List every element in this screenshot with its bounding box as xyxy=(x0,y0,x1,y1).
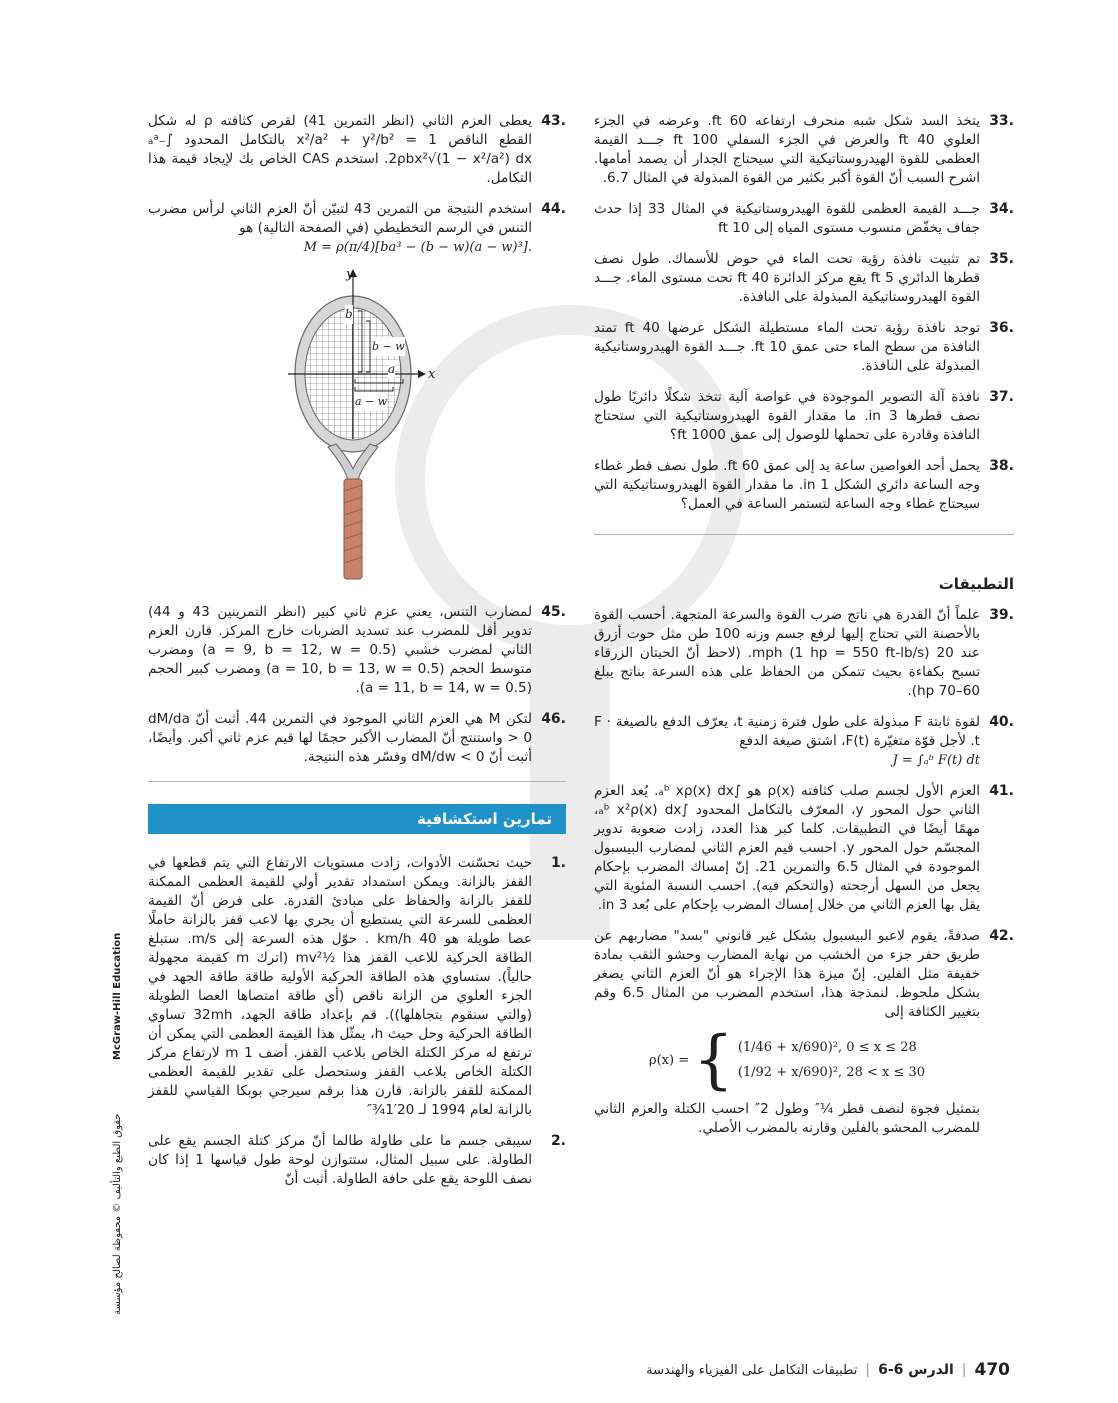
rho-label: ρ(x) = xyxy=(648,1052,690,1068)
exercise-text: حيث تحسّنت الأدوات، زادت مستويات الارتفاع التي يتم قطعها في القفز بالزانة. ويمكن استمداد تقدير أولي للقيمة العظمى الممكنة للقفز بالزانة والحفاظ على مبادئ القدرة. على فرض أنّ القيمة العظمى للسرعة التي يستطيع أن يجري بها لاعب قفز بالزانة حاملًا عصا طويلة هو 40 km/h . حوّل هذه السرعة إلى m/s. ستبلغ الطاقة الحركية للاعب القفز هذا ½mv² (اترك m كقيمة مجهولة حالياً). ستساوي هذه الطاقة الحركية الأولية طاقة طاقة الجهد في الجزء العلوي من الزانة ناقص (أي طاقة امتصاها العصا الطويلة (والتي سنقوم بتجاهلها)). قم بإعداد طاقة الجهد، 32mh تساوي الطاقة الحركية وحل حيث h، يمثّل هذا القيمة العظمى التي يمكن أن ترتفع له مركز الكتلة الخاص بلاعب القفز. أضف 1 m لارتفاع مركز الكتلة الخاص بلاعب القفز وستحصل على تقدير للقيمة العظمى الممكنة للقفز بالزانة. قارن هذا برقم سيرجي بوبكا القياسي للقفز بالزانة لعام 1994 لـ 20′1¾″ xyxy=(148,855,533,1118)
b-label: b xyxy=(345,305,353,324)
exercise-text: يعطى العزم الثاني (انظر التمرين 41) لقرص كثافته ρ له شكل القطع الناقص x²/a² + y²/b² = 1 بالتكامل المحدود ∫₋ₐᵃ 2ρbx²√(1 − x²/a²) dx. استخدم CAS الخاص بك لإيجاد قيمة هذا التكامل. xyxy=(148,113,533,186)
exercise-number: 36. xyxy=(989,320,1014,336)
exercise-43 xyxy=(148,112,566,188)
exercise-number: 41. xyxy=(989,783,1014,799)
exercise-41 xyxy=(594,782,1014,915)
page-footer xyxy=(646,1360,1010,1380)
publisher-name: McGraw-Hill Education xyxy=(112,932,123,1060)
section-title-applications: التطبيقات xyxy=(938,575,1014,593)
brace-symbol: { xyxy=(693,1023,734,1097)
impulse-formula: J = ∫ₐᵇ F(t) dt xyxy=(892,753,980,768)
y-axis-label: y xyxy=(346,267,354,282)
exercise-42 xyxy=(594,927,1014,1138)
exploratory-exercises-banner: تمارين استكشافية xyxy=(148,804,566,834)
exercise-text: علماً أنّ القدرة هي ناتج ضرب القوة والسرعة المتجهة. أحسب القوة بالأحصنة التي تحتاج إليها لرفع جسم وزنه 100 طن مثل حوت أزرق عند 20 mph (1 hp = 550 ft-lb/s). (لاحظ أنّ الحيتان الزرقاء تسبح بكفاءة بحيث تتمكن من الحفاظ على هذه السرعة بناتج يبلغ 60–70 hp). xyxy=(594,607,980,699)
a-minus-w-label: a − w xyxy=(355,392,387,411)
exercise-item xyxy=(594,200,1014,238)
exercise-text: لتكن M هي العزم الثاني الموجود في التمرين 44. أثبت أنّ dM/da > 0 واستنتج أنّ المضارب الأكبر حجمًا لها قيم عزم ثاني أكبر. وأيضًا، أثبت أنّ dM/dw < 0 وفسّر هذه النتيجة. xyxy=(148,711,532,765)
copyright-text: حقوق الطبع والتأليف © محفوظة لصالح مؤسسة xyxy=(112,1113,123,1315)
exercise-text: استخدم النتيجة من التمرين 43 لتبيّن أنّ العزم الثاني لرأس مضرب التنس في الرسم التخطيطي (في الصفحة التالية) هو xyxy=(148,201,532,236)
exercise-text-continued: بتمثيل فجوة لنصف قطر ¼″ وطول 2″ احسب الكتلة والعزم الثاني للمضرب المحشو بالفلين وقارنه بالمضرب الأصلي. xyxy=(594,1101,980,1136)
a-label: a xyxy=(388,360,395,379)
left-column xyxy=(148,112,566,1201)
exercise-number: 42. xyxy=(989,928,1014,944)
exercise-46 xyxy=(148,710,566,767)
exercise-number: 37. xyxy=(989,389,1014,405)
exercise-40 xyxy=(594,713,1014,770)
tennis-racket-figure xyxy=(148,269,566,589)
exercise-text: جـــد القيمة العظمى للقوة الهيدروستاتيكية في المثال 33 إذا حدث جفاف يخفّض منسوب مستوى المياه إلى 10 ft xyxy=(594,201,980,236)
exercise-number: 2. xyxy=(550,1133,566,1149)
exercise-number: 45. xyxy=(541,604,566,620)
b-minus-w-label: b − w xyxy=(372,337,405,356)
column-divider xyxy=(594,534,1014,535)
exercise-number: 39. xyxy=(989,607,1014,623)
exercise-item xyxy=(594,112,1014,188)
racket-handle xyxy=(344,479,362,579)
copyright-side-note xyxy=(98,932,123,1320)
page-number: 470 xyxy=(974,1360,1010,1380)
exercise-number: 44. xyxy=(541,201,566,217)
exercise-item xyxy=(594,319,1014,376)
exercise-number: 1. xyxy=(550,855,566,871)
exercise-39 xyxy=(594,606,1014,701)
exercise-item xyxy=(594,457,1014,514)
exercise-45 xyxy=(148,603,566,698)
footer-separator: | xyxy=(961,1362,967,1378)
lesson-label: الدرس 6-6 xyxy=(878,1362,954,1378)
exercise-text: توجد نافذة رؤية تحت الماء مستطيلة الشكل عرضها 40 ft تمتد النافذة من سطح الماء حتى عمق 10 ft. جـــد القوة الهيدروستاتيكية المبذولة على النافذة. xyxy=(594,320,980,374)
exploratory-exercise-2 xyxy=(148,1132,566,1189)
exercise-text: صدفةً، يقوم لاعبو البيسبول بشكل غير قانوني "بسد" مضاربهم عن طريق حفر جزء من الخشب من نهاية المضارب وحشو الثقب بمادة خفيفة مثل الفلين. إنّ ميزة هذا الإجراء هو أنّ العزم الثاني يصغر بشكل ملحوظ. لنمذجة هذا، استخدم المضرب من المثال 6.5 وقم بتغيير الكثافة إلى xyxy=(594,928,980,1020)
exercise-number: 38. xyxy=(989,458,1014,474)
exercise-text: يتخذ السد شكل شبه منحرف ارتفاعه 60 ft. وعرضه في الجزء العلوي 40 ft والعرض في الجزء السفلي 100 ft جـــد القيمة العظمى للقوة الهيدروستاتيكية التي سيحتاج الجدار أن يصمد أمامها. اشرح السبب أنّ القوة أكبر بكثير من القوة المبذولة في المثال 6.7. xyxy=(594,113,981,186)
tennis-racket-diagram xyxy=(148,269,566,589)
exploratory-exercise-1 xyxy=(148,854,566,1120)
exercise-item xyxy=(594,388,1014,445)
exercise-text: لقوة ثابتة F مبذولة على طول فترة زمنية t، يعرّف الدفع بالصيغة F · t. لأجل قوّة متغيّرة F(t)، اشتق صيغة الدفع xyxy=(594,714,980,749)
exercise-number: 43. xyxy=(541,113,566,129)
exercise-text: العزم الأول لجسم صلب كثافته ρ(x) هو ∫ₐᵇ xρ(x) dx. يُعد العزم الثاني حول المحور y، المعرّف بالتكامل المحدود ∫ₐᵇ x²ρ(x) dx، مهمًا أيضًا في التطبيقات. كلما كبر هذا العدد، زادت صعوبة تدوير المجسّم حول المحور y. احسب قيم العزم الثاني لمضارب البيسبول الموجودة في المثال 6.5 والتمرين 21. إنّ إمساك المضرب بإحكام يجعل من السهل أرجحته (والتحكم فيه). احسب النسبة المئوية التي يقل بها العزم الثاني من خلال إمساك المضرب بإحكام على بُعد 3 in. xyxy=(594,783,981,913)
exercise-text: يحمل أحد الغواصين ساعة يد إلى عمق 60 ft. طول نصف قطر غطاء وجه الساعة دائري الشكل 1 in. ما مقدار القوة الهيدروستاتيكية التي سيحتاج غطاء وجه الساعة لتستمر الساعة في العمل؟ xyxy=(594,458,981,512)
right-column xyxy=(594,112,1014,1150)
x-axis-label: x xyxy=(428,367,436,382)
exercise-number: 33. xyxy=(989,113,1014,129)
exercise-text: نافذة آلة التصوير الموجودة في غواصة آلية تتخذ شكلًا دائريًا طول نصف قطرها 3 in. ما مقدار القوة الهيدروستاتيكية التي ستحتاج النافذة وقادرة على تحملها للوصول إلى عمق 1000 ft؟ xyxy=(594,389,981,443)
density-case-2: (1/92 + x/690)², 28 < x ≤ 30 xyxy=(737,1065,926,1080)
exercise-number: 46. xyxy=(541,711,566,727)
exercise-number: 40. xyxy=(989,714,1014,730)
second-moment-formula: M = ρ(π/4)[ba³ − (b − w)(a − w)³]. xyxy=(303,240,532,255)
piecewise-density xyxy=(594,1023,980,1097)
exercise-list-top xyxy=(594,112,1014,514)
exercise-text: لمضارب التنس، يعني عزم ثاني كبير (انظر التمرينين 43 و 44) تدوير أقل للمضرب عند تسديد الضربات خارج المركز. قارن العزم الثاني لمضرب خشبي (a = 9, b = 12, w = 0.5) ومضرب متوسط الحجم (a = 10, b = 13, w = 0.5) ومضرب كبير الحجم (a = 11, b = 14, w = 0.5). xyxy=(148,604,533,696)
lesson-topic: تطبيقات التكامل على الفيزياء والهندسة xyxy=(646,1362,858,1378)
exercise-number: 35. xyxy=(989,251,1014,267)
footer-separator: | xyxy=(865,1362,871,1378)
exercise-number: 34. xyxy=(989,201,1014,217)
exercise-item xyxy=(594,250,1014,307)
exercise-text: تم تثبيت نافذة رؤية تحت الماء في حوض للأسماك. طول نصف قطرها الدائري 5 ft يقع مركز الدائرة 40 ft تحت مستوى الماء. جـــد القوة الهيدروستاتيكية المبذولة على النافذة. xyxy=(594,251,981,305)
exercise-44 xyxy=(148,200,566,257)
column-divider xyxy=(148,781,566,782)
density-case-1: (1/46 + x/690)², 0 ≤ x ≤ 28 xyxy=(737,1040,917,1055)
exercise-text: سيبقى جسم ما على طاولة طالما أنّ مركز كتلة الجسم يقع على الطاولة. على سبيل المثال، ستتوازن لوحة طول قياسها 1 إذا كان نصف اللوحة يقع على حافة الطاولة. أثبت أنّ xyxy=(148,1133,532,1187)
